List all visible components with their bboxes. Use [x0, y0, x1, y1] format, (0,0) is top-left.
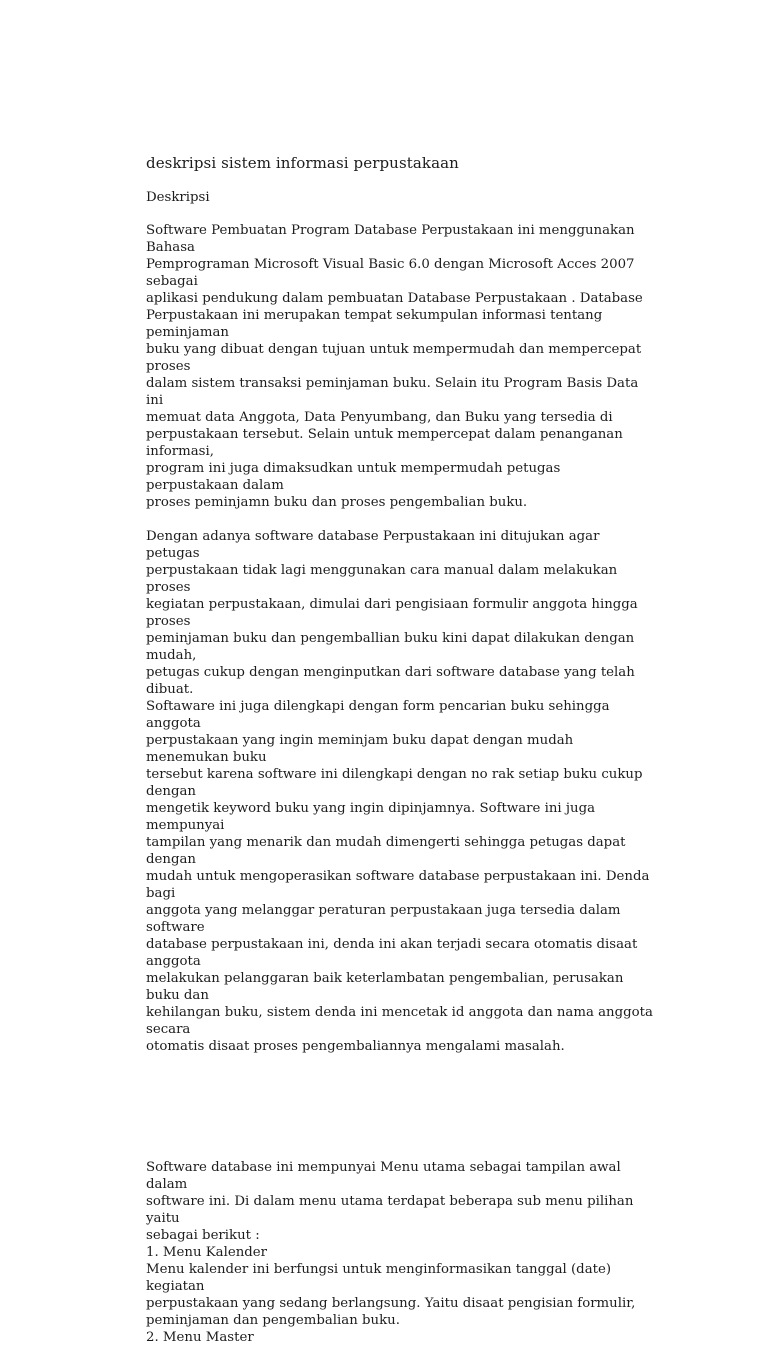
document-title: deskripsi sistem informasi perpustakaan — [146, 154, 459, 172]
menu-kalender-heading: 1. Menu Kalender — [146, 1245, 268, 1260]
document-subtitle: Deskripsi — [146, 190, 210, 205]
paragraph-intro: Software Pembuatan Program Database Perpustakaan ini menggunakan Bahasa Pemprograman Microsoft Visual Basic 6.0 dengan Microsoft Acces 2007 sebagai aplikasi pendukung dalam pembuatan Database Perpustakaan . Database Perpustakaan ini merupakan tempat sekumpulan informasi tentang peminjaman buku yang dibuat dengan tujuan untuk mempermudah dan mempercepat proses dalam sistem transaksi peminjaman buku. Selain itu Program Basis Data ini memuat data Anggota, Data Penyumbang, dan Buku yang tersedia di perpustakaan tersebut. Selain untuk mempercepat dalam penanganan informasi, program ini juga dimaksudkan untuk mempermudah petugas perpustakaan dalam proses peminjamn buku dan proses pengembalian buku. — [146, 223, 643, 510]
paragraph-spacer — [146, 511, 656, 528]
document-page — [146, 154, 656, 1346]
section-spacer — [146, 1055, 656, 1159]
menu-master-heading: 2. Menu Master — [146, 1330, 254, 1345]
paragraph-purpose: Dengan adanya software database Perpustakaan ini ditujukan agar petugas perpustakaan tidak lagi menggunakan cara manual dalam melakukan proses kegiatan perpustakaan, dimulai dari pengisiaan formulir anggota hingga proses peminjaman buku dan pengemballian buku kini dapat dilakukan dengan mudah, petugas cukup dengan menginputkan dari software database yang telah dibuat. Softaware ini juga dilengkapi dengan form pencarian buku sehingga anggota perpustakaan yang ingin meminjam buku dapat dengan mudah menemukan buku tersebut karena software ini dilengkapi dengan no rak setiap buku cukup dengan mengetik keyword buku yang ingin dipinjamnya. Software ini juga mempunyai tampilan yang menarik dan mudah dimengerti sehingga petugas dapat dengan mudah untuk mengoperasikan software database perpustakaan ini. Denda bagi anggota yang melanggar peraturan perpustakaan juga tersedia dalam software database perpustakaan ini, denda ini akan terjadi secara otomatis disaat anggota melakukan pelanggaran baik keterlambatan pengembalian, perusakan buku dan kehilangan buku, sistem denda ini mencetak id anggota dan nama anggota secara otomatis disaat proses pengembaliannya mengalami masalah. — [146, 529, 653, 1054]
paragraph-menu-intro: Software database ini mempunyai Menu utama sebagai tampilan awal dalam software ini. Di dalam menu utama terdapat beberapa sub menu pilihan yaitu sebagai berikut : — [146, 1160, 634, 1243]
menu-kalender-text: Menu kalender ini berfungsi untuk menginformasikan tanggal (date) kegiatan perpustakaan yang sedang berlangsung. Yaitu disaat pengisian formulir, peminjaman dan pengembalian buku. — [146, 1262, 636, 1328]
